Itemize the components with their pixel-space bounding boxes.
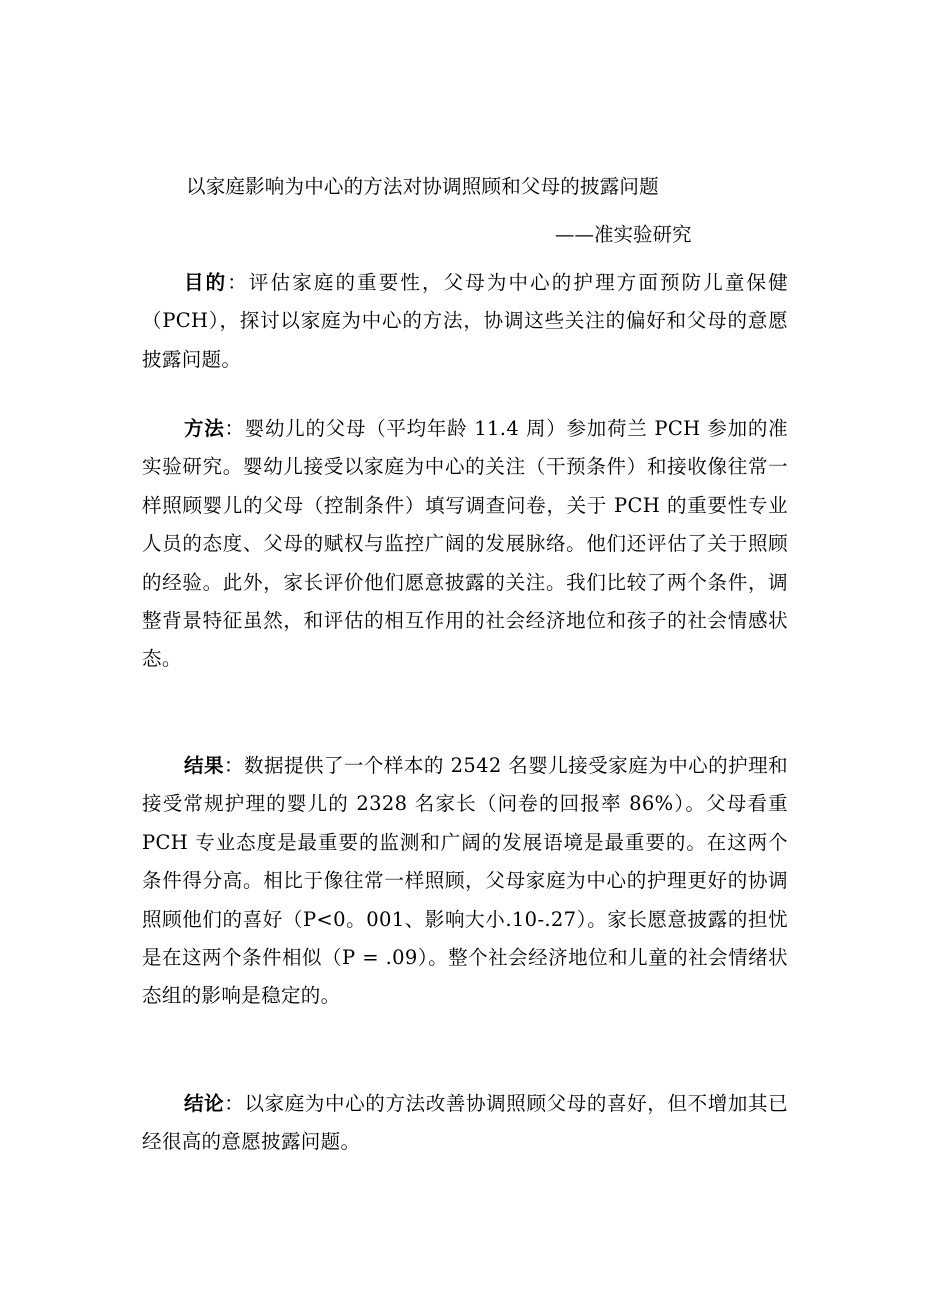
objective-paragraph [142,264,788,379]
method-paragraph [142,410,788,679]
document-subtitle: ——准实验研究 [555,223,692,246]
method-separator: ： [224,417,245,440]
conclusion-text: 以家庭为中心的方法改善协调照顾父母的喜好，但不增加其已经很高的意愿披露问题。 [142,1092,789,1154]
document-title: 以家庭影响为中心的方法对协调照顾和父母的披露问题 [186,175,659,198]
method-text: 婴幼儿的父母（平均年龄 11.4 周）参加荷兰 PCH 参加的准实验研究。婴幼儿接受以家庭为中心的关注（干预条件）和接收像往常一样照顾婴儿的父母（控制条件）填写调查问卷，关于 PCH 的重要性专业人员的态度、父母的赋权与监控广阔的发展脉络。他们还评估了关于照顾的经验。此外，家长评价他们愿意披露的关注。我们比较了两个条件，调整背景特征虽然，和评估的相互作用的社会经济地位和孩子的社会情感状态。 [142,417,788,671]
result-paragraph [142,747,788,1016]
conclusion-label: 结论 [184,1092,225,1115]
conclusion-paragraph [142,1085,788,1162]
objective-separator: ： [227,271,249,294]
result-label: 结果 [184,754,224,777]
conclusion-separator: ： [224,1092,245,1115]
result-text: 数据提供了一个样本的 2542 名婴儿接受家庭为中心的护理和接受常规护理的婴儿的 2328 名家长（问卷的回报率 86%）。父母看重 PCH 专业态度是最重要的监测和广阔的发展语境是最重要的。在这两个条件得分高。相比于像往常一样照顾，父母家庭为中心的护理更好的协调照顾他们的喜好（P<0。001、影响大小.10-.27）。家长愿意披露的担忧是在这两个条件相似（P = .09）。整个社会经济地位和儿童的社会情绪状态组的影响是稳定的。 [142,754,788,1008]
objective-label: 目的 [184,271,228,294]
objective-text: 评估家庭的重要性，父母为中心的护理方面预防儿童保健（PCH），探讨以家庭为中心的方法，协调这些关注的偏好和父母的意愿披露问题。 [142,271,788,371]
method-label: 方法 [184,417,225,440]
result-separator: ： [223,754,244,777]
